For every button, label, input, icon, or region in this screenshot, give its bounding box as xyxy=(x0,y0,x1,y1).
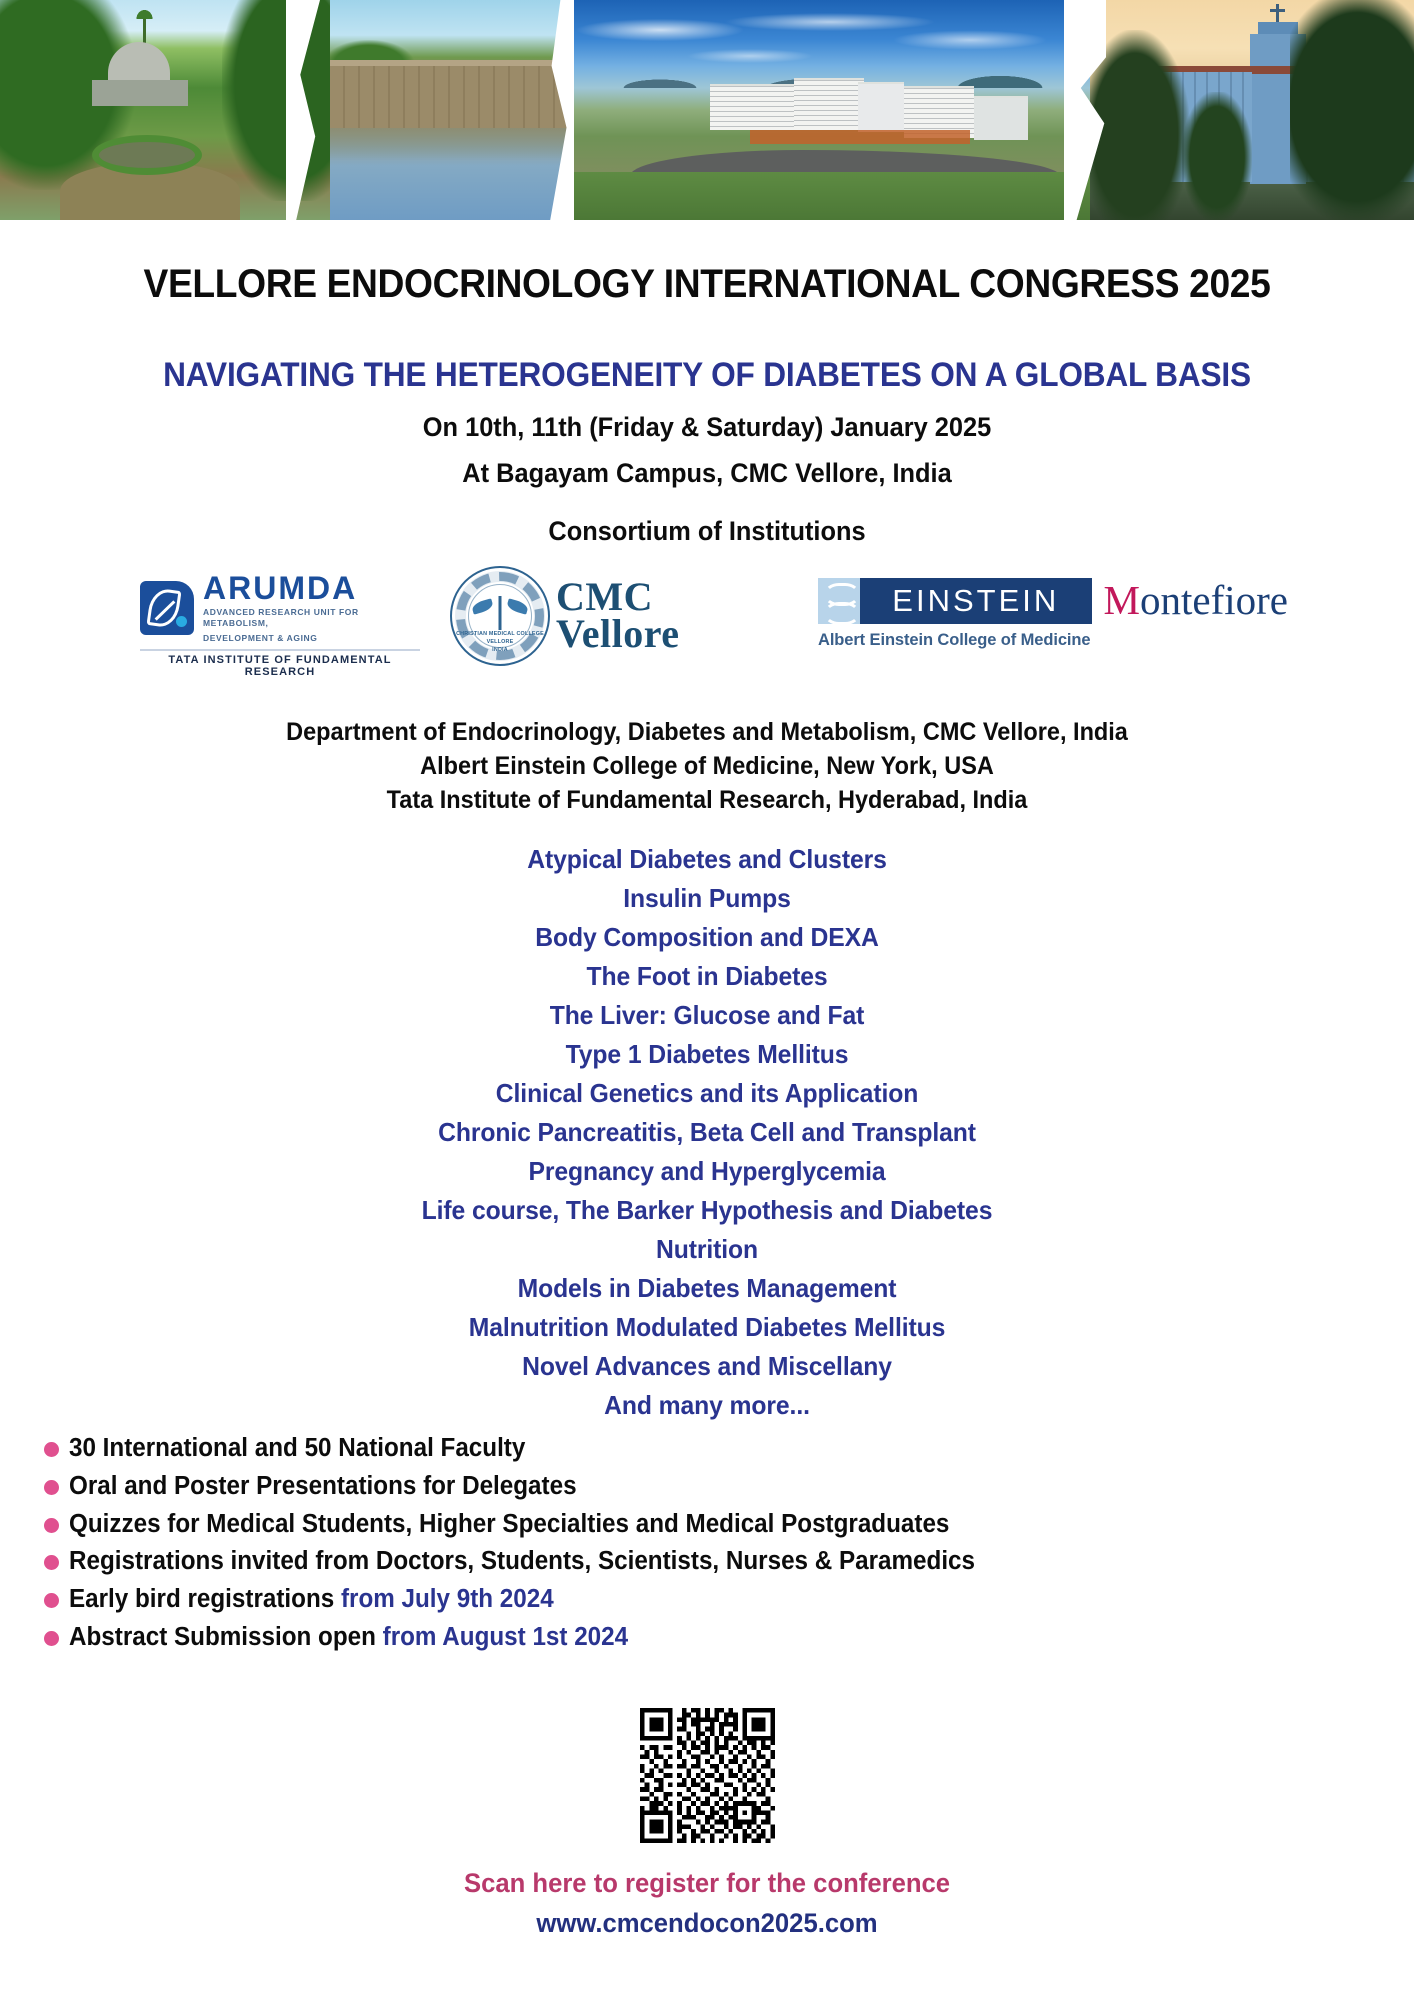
banner-image-strip xyxy=(0,0,1414,220)
dna-helix-icon xyxy=(818,578,860,624)
registration-qr-code[interactable] xyxy=(640,1708,775,1843)
event-date: On 10th, 11th (Friday & Saturday) January 2025 xyxy=(422,412,992,442)
fort-wall xyxy=(330,66,570,128)
highlight-text: Quizzes for Medical Students, Higher Specialties and Medical Postgraduates xyxy=(69,1509,950,1538)
topic-item: The Liver: Glucose and Fat xyxy=(549,1000,865,1030)
foliage-right xyxy=(222,0,330,201)
conference-website-url[interactable]: www.cmcendocon2025.com xyxy=(536,1908,878,1938)
cross-icon xyxy=(1276,4,1279,24)
topic-item: Clinical Genetics and its Application xyxy=(495,1078,919,1108)
topic-item: Novel Advances and Miscellany xyxy=(522,1351,892,1381)
einstein-subtitle: Albert Einstein College of Medicine xyxy=(818,631,1091,649)
dome-building-base xyxy=(92,80,188,106)
highlight-text: Abstract Submission open from August 1st 2024 xyxy=(69,1623,629,1652)
bullet-dot-icon xyxy=(44,1518,59,1533)
cmc-wordmark-line1: CMC xyxy=(556,574,654,620)
page-title: VELLORE ENDOCRINOLOGY INTERNATIONAL CONGRESS 2025 xyxy=(143,262,1271,306)
highlight-text: Oral and Poster Presentations for Delegates xyxy=(69,1471,577,1500)
arumda-parent-org: TATA INSTITUTE OF FUNDAMENTAL RESEARCH xyxy=(168,654,392,679)
highlight-text: 30 International and 50 National Faculty xyxy=(69,1434,526,1462)
cmc-seal-line2: VELLORE xyxy=(486,639,514,646)
list-item xyxy=(44,1472,1384,1501)
arumda-wordmark: ARUMDA xyxy=(203,570,358,606)
banner-panel-vellore-fort xyxy=(330,0,570,220)
highlight-text: Early bird registrations from July 9th 2024 xyxy=(69,1585,554,1614)
montefiore-rest: ontefiore xyxy=(1140,577,1288,623)
institution-line-1: Department of Endocrinology, Diabetes and Metabolism, CMC Vellore, India xyxy=(286,718,1128,746)
cmc-vellore-logo xyxy=(450,566,700,666)
event-venue: At Bagayam Campus, CMC Vellore, India xyxy=(462,458,952,488)
highlights-list xyxy=(44,1434,1384,1661)
highlight-accent: from July 9th 2024 xyxy=(340,1585,554,1614)
einstein-montefiore-logo xyxy=(818,578,1288,650)
consortium-heading: Consortium of Institutions xyxy=(548,516,866,546)
list-item xyxy=(44,1547,1384,1576)
topic-item: Type 1 Diabetes Mellitus xyxy=(565,1039,849,1069)
arumda-tagline-line2: DEVELOPMENT & AGING xyxy=(203,632,318,643)
arumda-leaf-icon xyxy=(140,581,194,635)
campus-building xyxy=(974,96,1028,140)
hospital-tree-right xyxy=(1290,0,1414,220)
campus-courtyard xyxy=(750,130,970,144)
campus-building xyxy=(858,82,904,132)
banner-panel-bagayam-campus xyxy=(570,0,1090,220)
campus-building xyxy=(794,78,864,130)
campus-building xyxy=(710,84,800,130)
cmc-wordmark-line2: Vellore xyxy=(556,611,680,656)
arumda-tagline-line1: ADVANCED RESEARCH UNIT FOR METABOLISM, xyxy=(203,607,359,629)
bullet-dot-icon xyxy=(44,1555,59,1570)
campus-lawn xyxy=(570,172,1090,220)
institution-line-2: Albert Einstein College of Medicine, New York, USA xyxy=(420,752,994,780)
topic-item: And many more... xyxy=(604,1390,810,1420)
topics-list xyxy=(0,840,1414,1425)
montefiore-initial: M xyxy=(1103,577,1141,623)
topic-item: Insulin Pumps xyxy=(623,883,791,913)
highlight-accent: from August 1st 2024 xyxy=(382,1623,629,1652)
einstein-wordmark: EINSTEIN xyxy=(860,578,1092,624)
banner-panel-garden-dome xyxy=(0,0,330,220)
cmc-seal-line3: INDIA xyxy=(492,647,508,654)
topic-item: Models in Diabetes Management xyxy=(517,1273,897,1303)
hospital-tree-left xyxy=(1090,30,1190,220)
arumda-logo xyxy=(140,572,420,678)
highlight-text: Registrations invited from Doctors, Students, Scientists, Nurses & Paramedics xyxy=(69,1547,976,1576)
list-item xyxy=(44,1623,1384,1652)
topic-item: Malnutrition Modulated Diabetes Mellitus xyxy=(468,1312,946,1342)
topic-item: The Foot in Diabetes xyxy=(586,961,828,991)
topic-item: Life course, The Barker Hypothesis and Diabetes xyxy=(421,1195,993,1225)
topic-item: Body Composition and DEXA xyxy=(535,922,879,952)
topic-item: Pregnancy and Hyperglycemia xyxy=(528,1156,886,1186)
bullet-dot-icon xyxy=(44,1631,59,1646)
list-item xyxy=(44,1510,1384,1539)
divider xyxy=(140,649,420,651)
partner-logos xyxy=(0,566,1414,686)
cmc-seal-line1: CHRISTIAN MEDICAL COLLEGE xyxy=(456,631,544,637)
bullet-dot-icon xyxy=(44,1593,59,1608)
scan-instruction: Scan here to register for the conference xyxy=(463,1868,951,1898)
moat-reflection xyxy=(330,128,570,166)
topic-item: Nutrition xyxy=(655,1234,759,1264)
bullet-dot-icon xyxy=(44,1442,59,1457)
topic-item: Chronic Pancreatitis, Beta Cell and Transplant xyxy=(438,1117,976,1147)
bullet-dot-icon xyxy=(44,1480,59,1495)
list-item xyxy=(44,1434,1384,1463)
cmc-seal-icon xyxy=(450,566,550,666)
congress-theme: NAVIGATING THE HETEROGENEITY OF DIABETES ON A GLOBAL BASIS xyxy=(163,356,1251,394)
banner-panel-cmc-hospital xyxy=(1090,0,1414,220)
garden-pond xyxy=(92,135,202,175)
hospital-tree-center xyxy=(1182,92,1252,220)
topic-item: Atypical Diabetes and Clusters xyxy=(527,844,887,874)
montefiore-wordmark xyxy=(1103,577,1288,623)
institution-line-3: Tata Institute of Fundamental Research, Hyderabad, India xyxy=(386,786,1028,814)
list-item xyxy=(44,1585,1384,1614)
qr-code-icon[interactable] xyxy=(640,1708,775,1843)
